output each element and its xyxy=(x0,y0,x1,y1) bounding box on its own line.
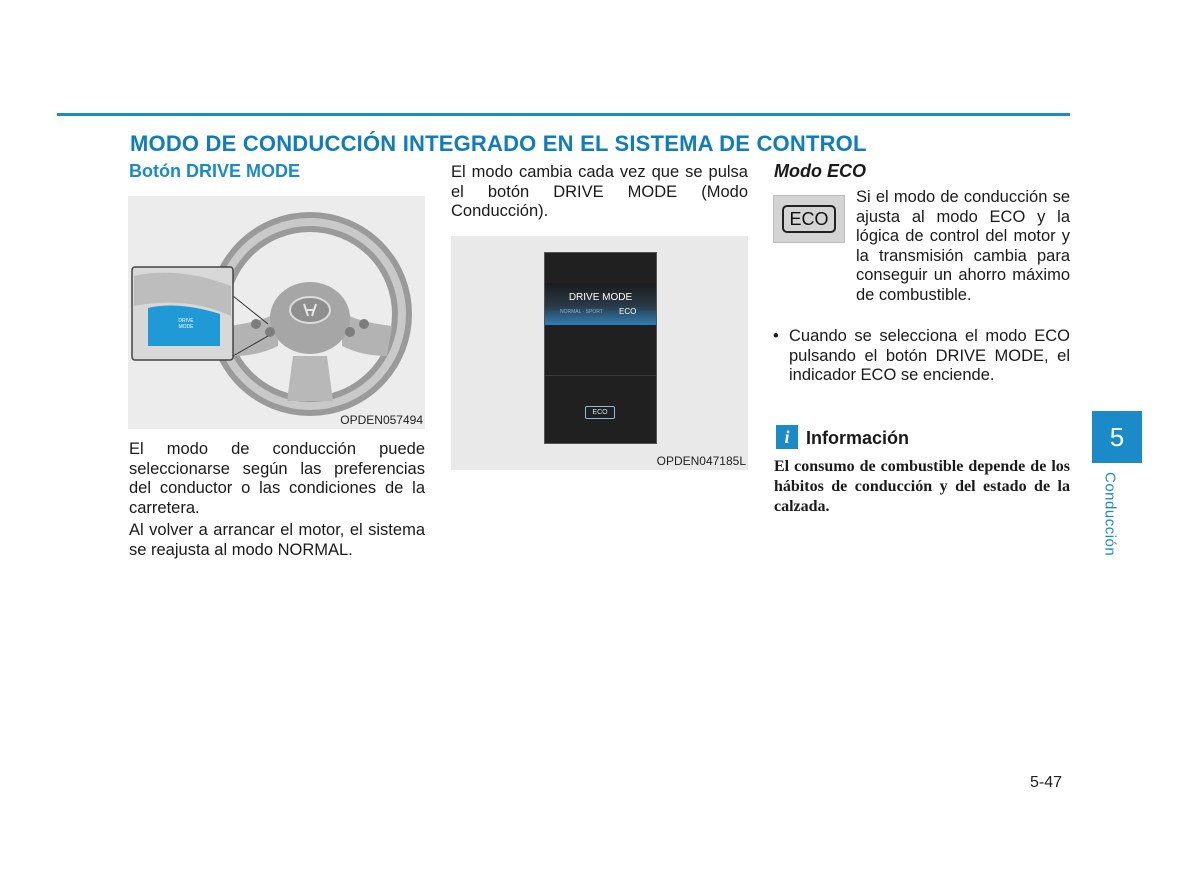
steering-wheel-illustration xyxy=(128,196,425,429)
display-highlight xyxy=(545,283,656,325)
paragraph: Al volver a arrancar el motor, el sistema se reajusta al modo NORMAL. xyxy=(129,521,425,559)
eco-icon: ECO xyxy=(782,205,836,233)
chapter-number: 5 xyxy=(1092,411,1142,463)
cluster-display-figure xyxy=(451,236,748,470)
display-modes: NORMAL · SPORT xyxy=(560,309,603,315)
eco-indicator: ECO xyxy=(585,406,615,419)
subtitle-eco-mode: Modo ECO xyxy=(774,161,866,181)
header-rule xyxy=(57,113,1070,116)
subtitle-drive-mode-button: Botón DRIVE MODE xyxy=(129,161,300,181)
chapter-label xyxy=(1092,472,1127,562)
steering-wheel-figure xyxy=(128,196,425,429)
info-text: El consumo de combustible depende de los hábitos de conducción y del estado de la calzada. xyxy=(774,458,1070,515)
chapter-label-text: Conducción xyxy=(1101,472,1119,557)
display-title: DRIVE MODE xyxy=(568,292,633,303)
paragraph: Si el modo de conducción se ajusta al modo ECO y la lógica de control del motor y la transmisión cambia para conseguir un ahorro máximo de combustible. xyxy=(856,188,1070,304)
info-icon: i xyxy=(776,425,798,449)
info-title: Información xyxy=(806,428,910,448)
figure-caption: OPDEN057494 xyxy=(340,413,423,427)
eco-icon-box xyxy=(773,195,845,243)
figure-caption: OPDEN047185L xyxy=(656,454,746,468)
page-number: 5-47 xyxy=(1030,774,1063,791)
display-divider xyxy=(545,375,656,376)
bullet-text: Cuando se selecciona el modo ECO pulsando el botón DRIVE MODE, el indicador ECO se enciende. xyxy=(789,327,1070,384)
paragraph: El modo de conducción puede seleccionarse según las preferencias del conductor o las condiciones de la carretera. xyxy=(129,440,425,517)
bullet-marker: • xyxy=(773,327,779,345)
paragraph: El modo cambia cada vez que se pulsa el botón DRIVE MODE (Modo Conducción). xyxy=(451,163,748,220)
display-selected-mode: ECO xyxy=(619,307,637,316)
inset-drive-mode-label: DRIVE MODE xyxy=(178,318,194,330)
cluster-display xyxy=(544,252,657,444)
section-title: MODO DE CONDUCCIÓN INTEGRADO EN EL SISTEMA DE CONTROL xyxy=(130,131,867,156)
